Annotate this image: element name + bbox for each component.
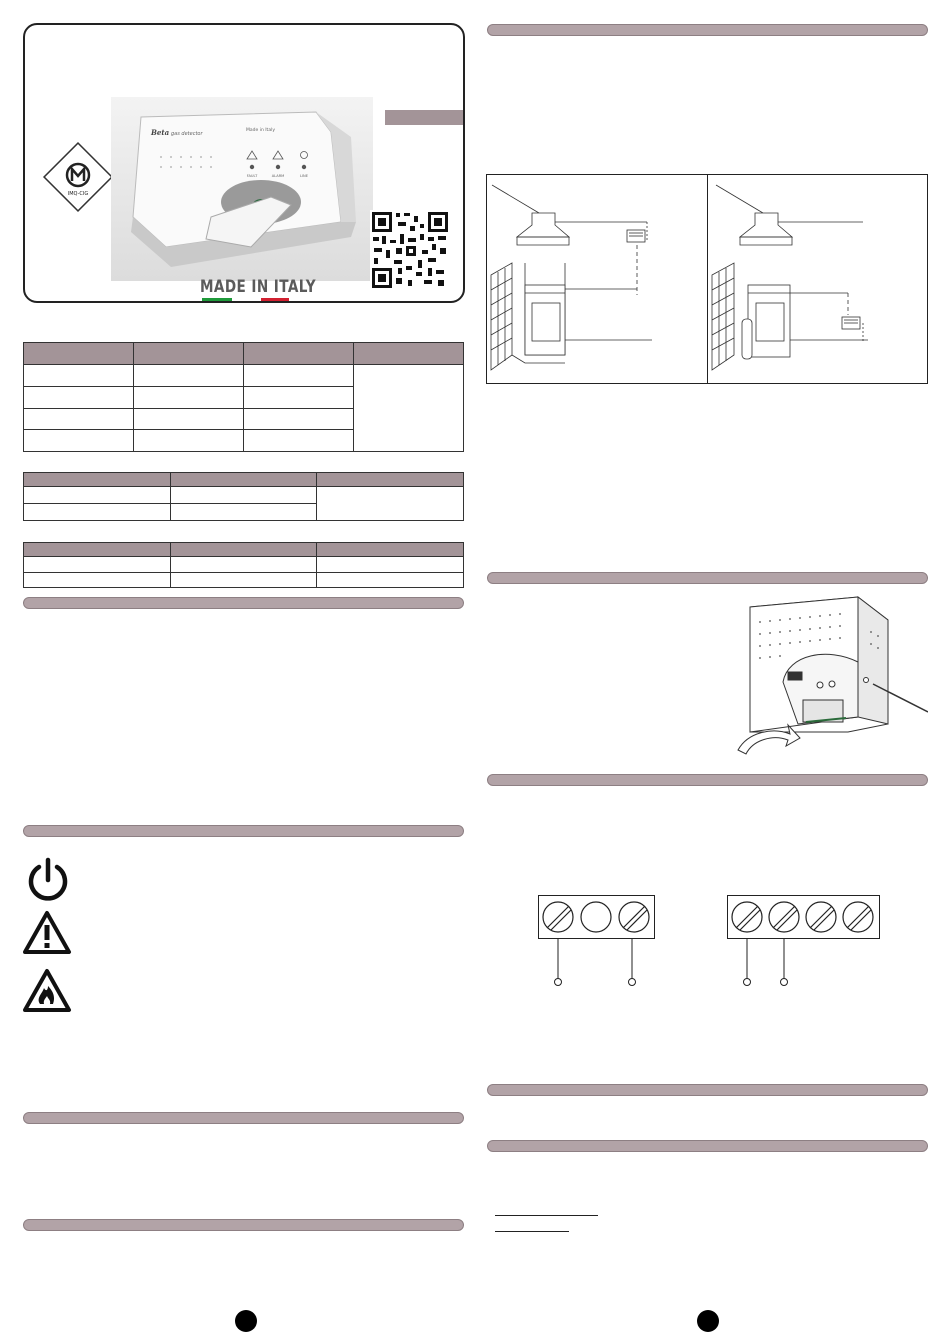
installation-figure-hood bbox=[486, 174, 708, 384]
section-bar bbox=[23, 597, 464, 609]
table-cell bbox=[170, 557, 317, 573]
table-cell bbox=[134, 386, 244, 408]
table-header-cell bbox=[24, 543, 171, 557]
section-bar bbox=[23, 1219, 464, 1231]
flag-red-stripe bbox=[261, 298, 289, 302]
date-line bbox=[495, 1231, 569, 1232]
svg-text:Made in Italy: Made in Italy bbox=[246, 128, 275, 133]
svg-text:Beta: Beta bbox=[151, 128, 170, 137]
table-cell bbox=[134, 365, 244, 387]
spec-table-3 bbox=[23, 542, 464, 588]
table-cell bbox=[24, 408, 134, 430]
table-cell bbox=[244, 386, 354, 408]
terminal-block-power bbox=[538, 895, 656, 987]
spec-table-1 bbox=[23, 342, 464, 452]
qr-code bbox=[370, 210, 450, 290]
section-bar bbox=[487, 572, 928, 584]
table-cell bbox=[354, 365, 464, 452]
device-opening-illustration bbox=[728, 592, 928, 758]
flag-green-stripe bbox=[202, 298, 232, 302]
fire-icon bbox=[22, 968, 72, 1013]
gas-detector-photo bbox=[111, 97, 373, 281]
svg-text:LINE: LINE bbox=[299, 174, 309, 178]
section-bar bbox=[487, 1140, 928, 1152]
svg-text:IMQ-CIG: IMQ-CIG bbox=[67, 191, 89, 197]
installation-figure-floor bbox=[707, 174, 928, 384]
section-bar bbox=[23, 1112, 464, 1124]
table-cell bbox=[24, 504, 171, 521]
table-cell bbox=[24, 430, 134, 452]
power-icon bbox=[24, 856, 72, 904]
section-bar bbox=[487, 1084, 928, 1096]
table-cell bbox=[317, 572, 464, 588]
svg-text:FAULT: FAULT bbox=[246, 174, 258, 178]
table-cell bbox=[317, 487, 464, 521]
table-cell bbox=[24, 365, 134, 387]
table-cell bbox=[244, 430, 354, 452]
table-cell bbox=[244, 408, 354, 430]
table-header-cell bbox=[170, 543, 317, 557]
warning-icon bbox=[22, 910, 72, 955]
table-cell bbox=[244, 365, 354, 387]
table-cell bbox=[24, 572, 171, 588]
table-header-cell bbox=[244, 343, 354, 365]
table-cell bbox=[170, 504, 317, 521]
svg-text:ALARM: ALARM bbox=[271, 174, 285, 178]
table-cell bbox=[24, 557, 171, 573]
table-header-cell bbox=[170, 473, 317, 487]
certification-mark-icon bbox=[41, 140, 115, 214]
product-panel bbox=[23, 23, 465, 303]
table-cell bbox=[134, 430, 244, 452]
table-header-cell bbox=[317, 543, 464, 557]
made-in-italy-label: MADE IN ITALY bbox=[200, 277, 316, 297]
table-header-cell bbox=[354, 343, 464, 365]
table-header-cell bbox=[24, 343, 134, 365]
table-header-cell bbox=[317, 473, 464, 487]
table-cell bbox=[170, 487, 317, 504]
signature-line bbox=[495, 1215, 598, 1216]
table-cell bbox=[134, 408, 244, 430]
table-header-cell bbox=[24, 473, 171, 487]
label-tab bbox=[385, 110, 465, 125]
section-bar bbox=[487, 774, 928, 786]
section-bar bbox=[487, 24, 928, 36]
table-cell bbox=[317, 557, 464, 573]
table-cell bbox=[24, 386, 134, 408]
page-marker-right bbox=[697, 1310, 719, 1332]
table-cell bbox=[24, 487, 171, 504]
svg-text:gas detector: gas detector bbox=[171, 131, 203, 137]
terminal-block-relay bbox=[727, 895, 881, 987]
section-bar bbox=[23, 825, 464, 837]
spec-table-2 bbox=[23, 472, 464, 521]
page-marker-left bbox=[235, 1310, 257, 1332]
table-header-cell bbox=[134, 343, 244, 365]
table-cell bbox=[170, 572, 317, 588]
